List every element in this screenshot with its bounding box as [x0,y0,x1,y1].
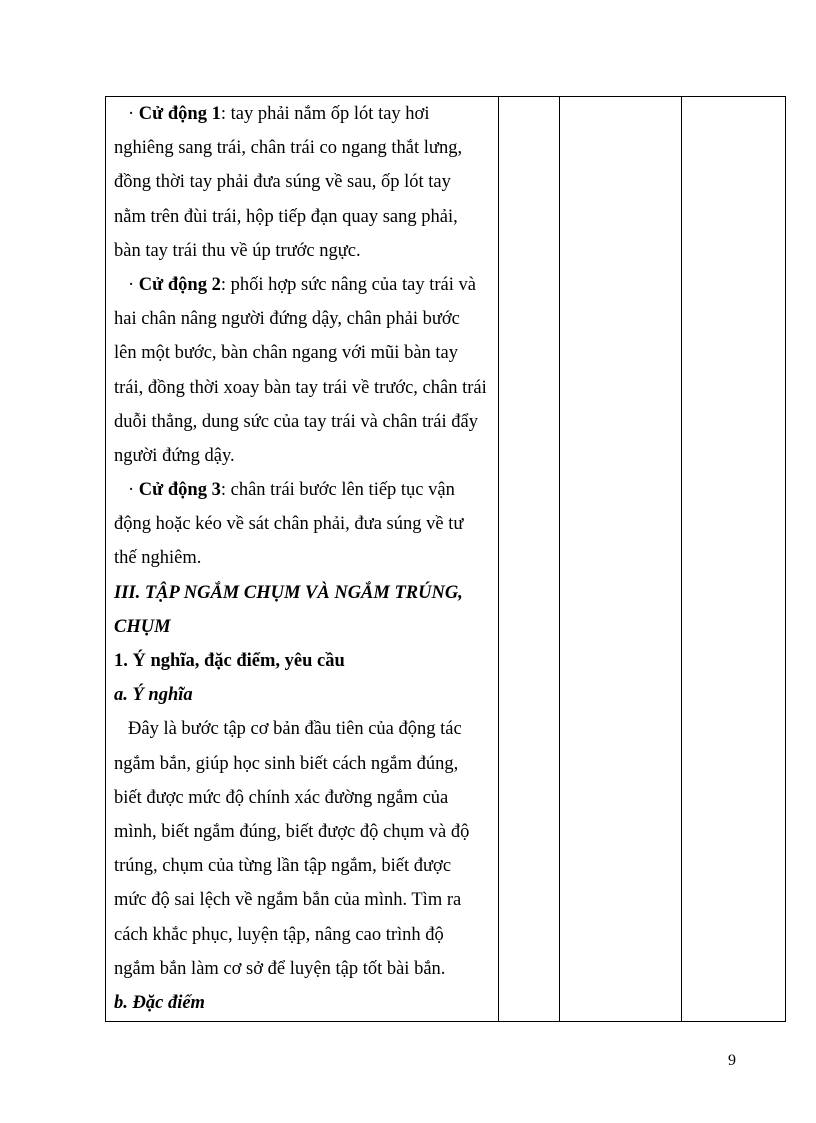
paragraph-line: trúng, chụm của từng lần tập ngắm, biết được [114,856,452,877]
paragraph-line: trái, đồng thời xoay bàn tay trái về trước, chân trái [114,377,487,398]
section-heading: CHỤM [114,616,171,637]
column-divider [559,97,560,1021]
subsection-heading: a. Ý nghĩa [114,685,193,706]
paragraph-line: hai chân nâng người đứng dậy, chân phải bước [114,309,460,330]
paragraph-line: cách khắc phục, luyện tập, nâng cao trình độ [114,924,444,945]
paragraph-line: nghiêng sang trái, chân trái co ngang thắt lưng, [114,138,463,159]
paragraph-line: mức độ sai lệch về ngắm bắn của mình. Tìm ra [114,890,462,911]
bold-term: Cử động 1 [138,104,221,124]
paragraph-line: người đứng dậy. [114,445,235,466]
column-divider [681,97,682,1021]
section-heading: III. TẬP NGẮM CHỤM VÀ NGẮM TRÚNG, [114,582,463,603]
paragraph-line: đồng thời tay phải đưa súng về sau, ốp lót tay [114,172,451,193]
paragraph-line: · Cử động 2: phối hợp sức nâng của tay trái và [128,274,476,295]
content-cell [114,97,494,1020]
bold-term: Cử động 2 [138,274,221,295]
page-number: 9 [728,1052,736,1069]
paragraph-line: · Cử động 1: tay phải nắm ốp lót tay hơi [128,104,430,124]
paragraph-line: Đây là bước tập cơ bản đầu tiên của động tác [128,719,462,740]
paragraph-line: ngắm bắn, giúp học sinh biết cách ngắm đúng, [114,753,459,774]
paragraph-line: biết được mức độ chính xác đường ngắm của [114,787,449,808]
bold-term: Cử động 3 [138,480,221,501]
paragraph-line: · Cử động 3: chân trái bước lên tiếp tục vận [128,480,455,501]
paragraph-line: mình, biết ngắm đúng, biết được độ chụm và độ [114,821,470,842]
column-divider [498,97,499,1021]
paragraph-line: bàn tay trái thu về úp trước ngực. [114,240,361,261]
subsection-heading: b. Đặc điểm [114,992,205,1013]
paragraph-line: thế nghiêm. [114,548,202,569]
subsection-heading: 1. Ý nghĩa, đặc điểm, yêu cầu [114,651,345,671]
paragraph-line: ngắm bắn làm cơ sở để luyện tập tốt bài bắn. [114,958,446,979]
content-table [105,96,786,1022]
paragraph-line: động hoặc kéo về sát chân phải, đưa súng về tư [114,514,464,535]
paragraph-line: duỗi thẳng, dung sức của tay trái và chân trái đẩy [114,411,478,432]
paragraph-line: lên một bước, bàn chân ngang với mũi bàn tay [114,343,459,364]
paragraph-line: nằm trên đùi trái, hộp tiếp đạn quay sang phải, [114,206,458,227]
